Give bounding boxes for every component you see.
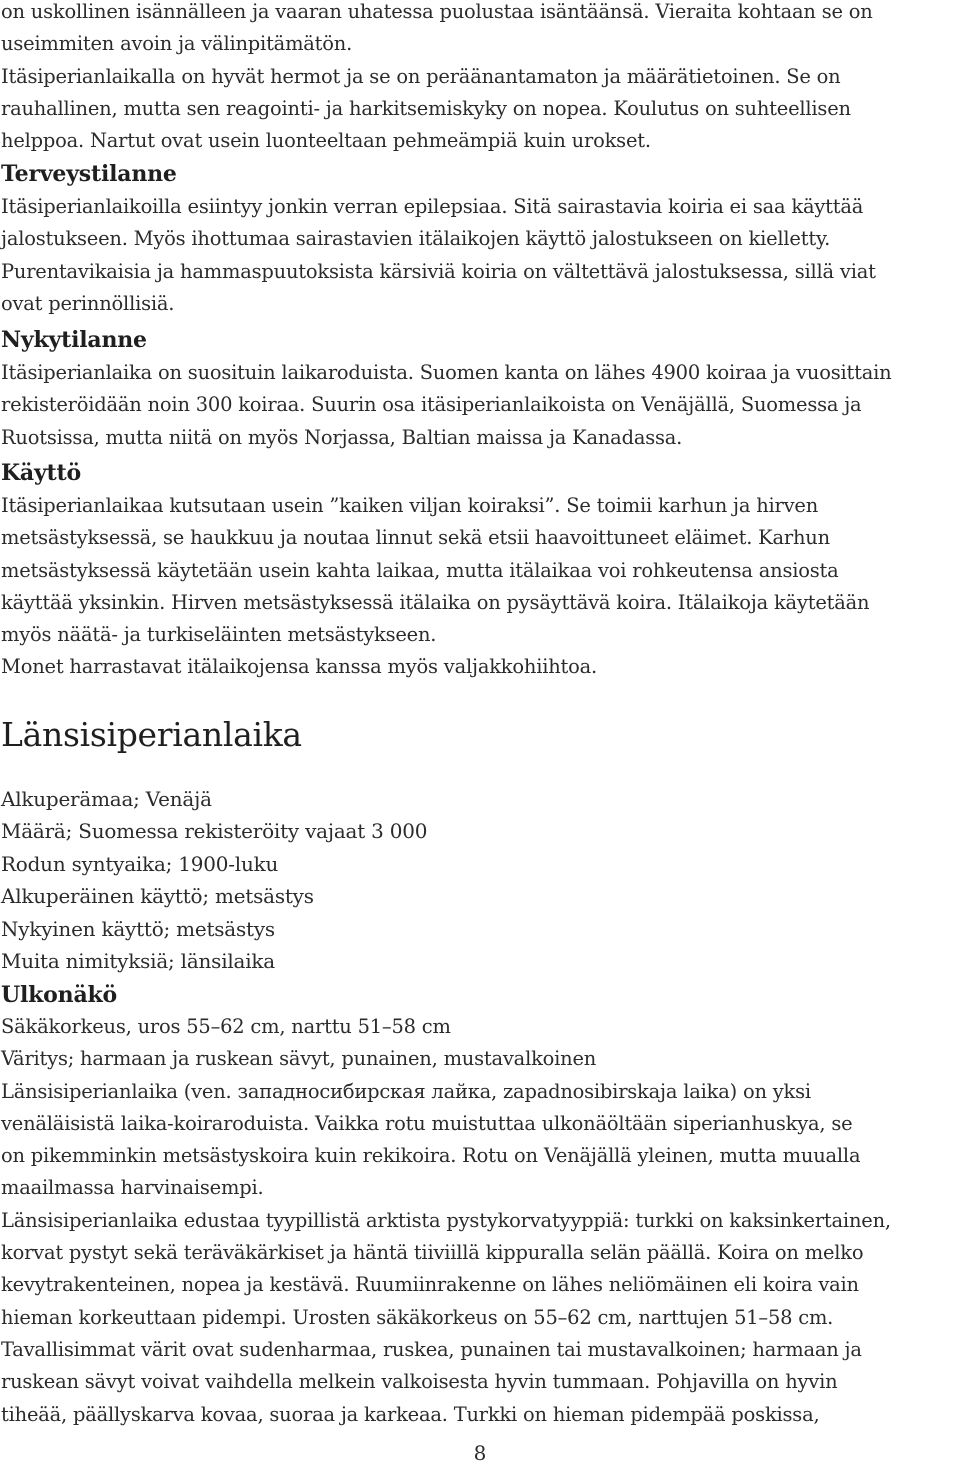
paragraph-temperament [1,0,959,157]
text-line: käyttää yksinkin. Hirven metsästyksessä itälaika on pysäyttävä koira. Itälaikoja käytetään [1,590,870,614]
text-line: ruskean sävyt voivat vaihdella melkein valkoisesta hyvin tummaan. Pohjavilla on hyvin [1,1370,838,1394]
info-item: Alkuperämaa; Venäjä [1,787,212,811]
text-line: Väritys; harmaan ja ruskean sävyt, punainen, mustavalkoinen [1,1047,597,1071]
text-line: ovat perinnöllisiä. [1,291,175,315]
text-line: Tavallisimmat värit ovat sudenharmaa, ruskea, punainen tai mustavalkoinen; harmaan ja [1,1337,862,1361]
heading-nykytilanne: Nykytilanne [1,327,147,353]
text-line: hieman korkeuttaan pidempi. Urosten säkäkorkeus on 55–62 cm, narttujen 51–58 cm. [1,1305,834,1329]
info-item: Alkuperäinen käyttö; metsästys [1,884,314,909]
text-line: myös näätä- ja turkiseläinten metsästykseen. [1,623,437,647]
section-title: Länsisiperianlaika [1,715,302,754]
text-line: Itäsiperianlaikaa kutsutaan usein ”kaiken viljan koiraksi”. Se toimii karhun ja hirven [1,494,819,517]
heading-kaytto: Käyttö [1,460,81,486]
breed-info-list [1,783,959,977]
text-line: Itäsiperianlaika on suosituin laikaroduista. Suomen kanta on lähes 4900 koiraa ja vuosittain [1,361,892,384]
text-line: Itäsiperianlaikalla on hyvät hermot ja se on peräänantamaton ja määrätietoinen. Se on [1,64,841,88]
text-line: korvat pystyt sekä teräväkärkiset ja häntä tiiviillä kippuralla selän päällä. Koira on melko [1,1241,864,1265]
text-line: maailmassa harvinaisempi. [1,1176,264,1200]
text-line: on uskollinen isännälleen ja vaaran uhatessa puolustaa isäntäänsä. Vieraita kohtaan se on [1,0,873,23]
text-line: on pikemminkin metsästyskoira kuin rekikoira. Rotu on Venäjällä yleinen, mutta muualla [1,1144,861,1168]
text-line: Itäsiperianlaikoilla esiintyy jonkin verran epilepsiaa. Sitä sairastavia koiria ei saa käyttää [1,195,864,218]
heading-ulkonako: Ulkonäkö [1,982,118,1008]
text-line: kevytrakenteinen, nopea ja kestävä. Ruumiinrakenne on lähes neliömäinen eli koira vain [1,1273,859,1297]
text-line: Purentavikaisia ja hammaspuutoksista kärsiviä koiria on vältettävä jalostuksessa, sillä viat [1,259,876,283]
text-line: Ruotsissa, mutta niitä on myös Norjassa, Baltian maissa ja Kanadassa. [1,425,683,449]
text-line: Länsisiperianlaika (ven. западносибирская лайка, zapadnosibirskaja laika) on yksi [1,1079,811,1103]
paragraph-health [1,191,959,320]
text-line: useimmiten avoin ja välinpitämätön. [1,32,353,56]
text-line: rauhallinen, mutta sen reagointi- ja harkitsemiskyky on nopea. Koulutus on suhteellisen [1,96,851,120]
text-line: Säkäkorkeus, uros 55–62 cm, narttu 51–58 cm [1,1015,451,1038]
paragraph-appearance [1,1011,959,1431]
paragraph-usage [1,490,959,684]
text-line: metsästyksessä, se haukkuu ja noutaa linnut sekä etsii haavoittuneet eläimet. Karhun [1,526,830,550]
text-line: helppoa. Nartut ovat usein luonteeltaan pehmeämpiä kuin urokset. [1,129,651,153]
text-line: venäläisistä laika-koiraroduista. Vaikka rotu muistuttaa ulkonäöltään siperianhuskya, se [1,1111,853,1135]
text-line: tiheää, päällyskarva kovaa, suoraa ja karkeaa. Turkki on hieman pidempää poskissa, [1,1402,820,1426]
text-line: rekisteröidään noin 300 koiraa. Suurin osa itäsiperianlaikoista on Venäjällä, Suomessa ja [1,393,862,417]
heading-terveystilanne: Terveystilanne [1,161,177,187]
text-line: Monet harrastavat itälaikojensa kanssa myös valjakkohiihtoa. [1,655,598,679]
page-number: 8 [473,1441,487,1465]
text-line: Länsisiperianlaika edustaa tyypillistä arktista pystykorvatyyppiä: turkki on kaksinkertainen, [1,1208,891,1232]
info-item: Muita nimityksiä; länsilaika [1,948,275,973]
info-item: Nykyinen käyttö; metsästys [1,916,275,941]
info-item: Rodun syntyaika; 1900-luku [1,851,279,876]
info-item: Määrä; Suomessa rekisteröity vajaat 3 000 [1,819,428,844]
text-line: jalostukseen. Myös ihottumaa sairastavien itälaikojen käyttö jalostukseen on kielletty. [1,227,831,251]
text-line: metsästyksessä käytetään usein kahta laikaa, mutta itälaikaa voi rohkeutensa ansiosta [1,558,839,582]
paragraph-current-status [1,357,959,454]
